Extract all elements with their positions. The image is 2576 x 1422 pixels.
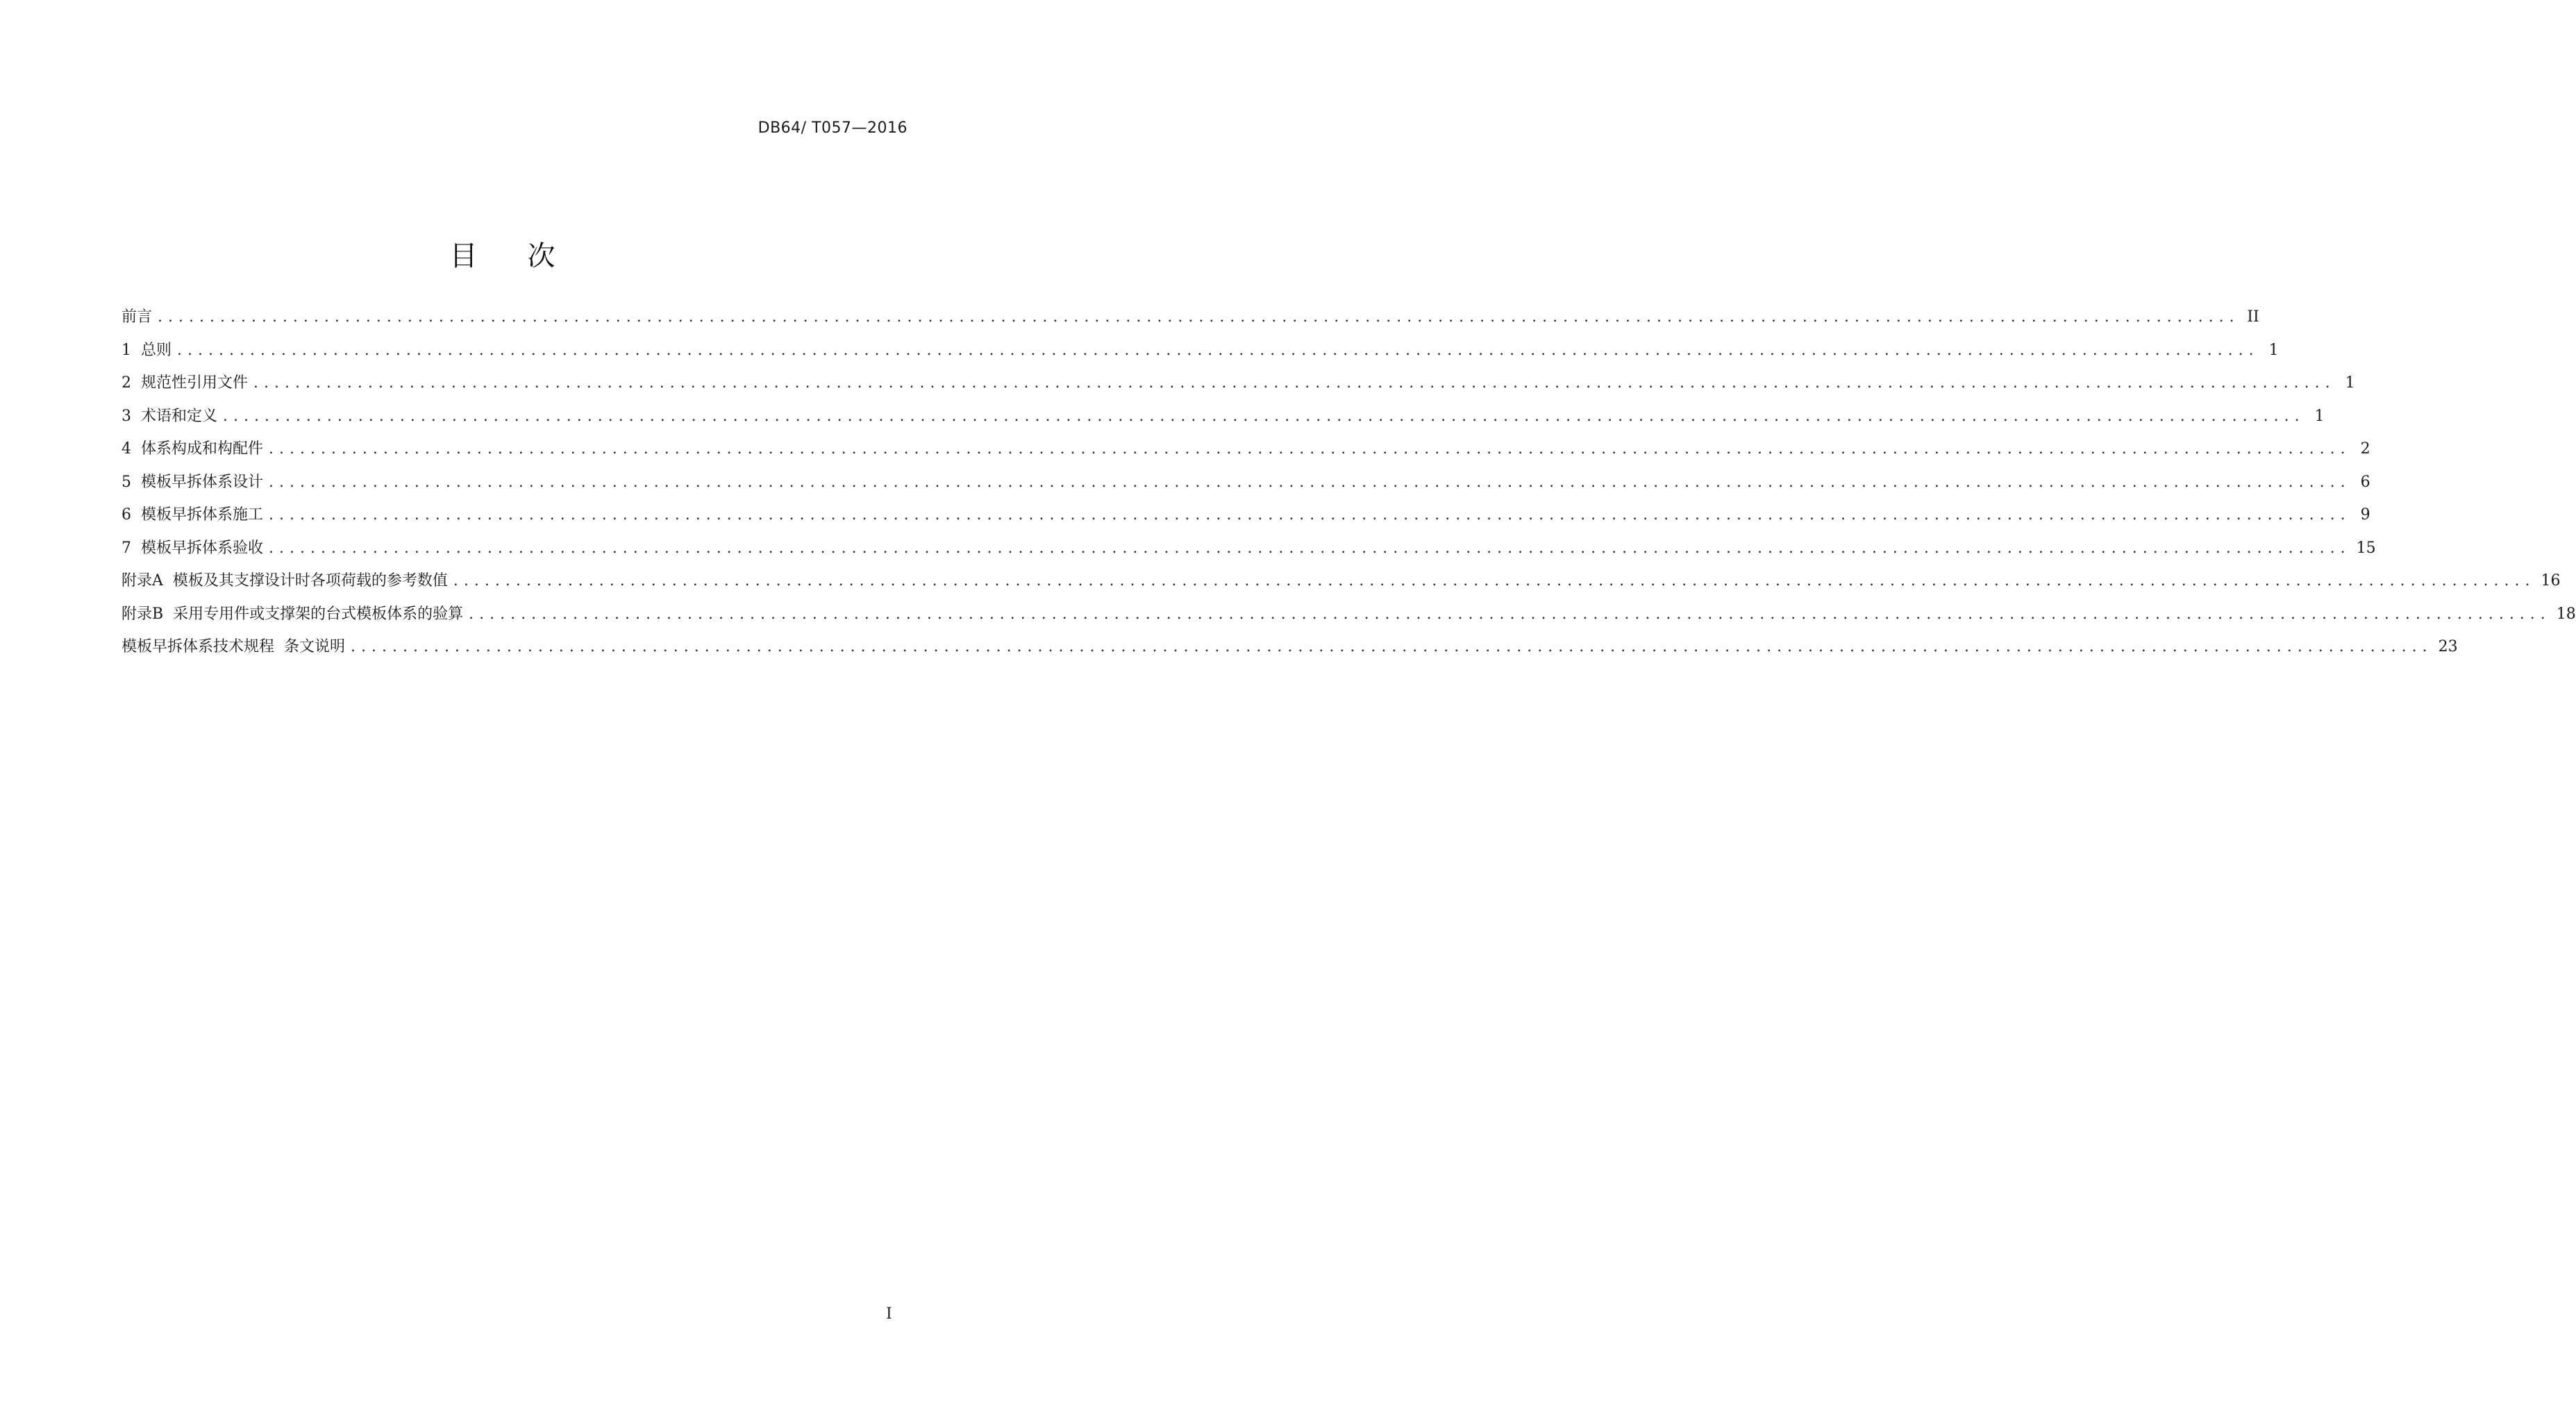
toc-entry-label: 3 术语和定义: [122, 407, 217, 425]
toc-entry-label: 附录A 模板及其支撑设计时各项荷载的参考数值: [122, 572, 448, 589]
toc-entry-terms[interactable]: [122, 400, 2325, 433]
toc-entry-system-acceptance[interactable]: [122, 532, 2376, 565]
toc-entry-label: 附录B 采用专用件或支撑架的台式模板体系的验算: [122, 605, 464, 623]
toc-entry-appendix-b[interactable]: [122, 598, 2576, 631]
toc-entry-appendix-a[interactable]: [122, 564, 2561, 598]
toc-entry-general[interactable]: [122, 334, 2279, 367]
toc-entry-page: 6: [2360, 473, 2370, 491]
toc-entry-label: 前言: [122, 308, 153, 326]
toc-entry-label: 4 体系构成和构配件: [122, 440, 263, 458]
dot-leader: ........................................................................................................................................................................................................: [268, 440, 2351, 458]
toc-entry-page: 1: [2345, 374, 2355, 392]
dot-leader: ........................................................................................................................................................................................................: [268, 506, 2351, 524]
page-title: 目次: [449, 240, 605, 272]
toc-entry-label: 5 模板早拆体系设计: [122, 473, 263, 491]
toc-entry-normative-references[interactable]: [122, 367, 2355, 400]
dot-leader: ........................................................................................................................................................................................................: [469, 605, 2551, 623]
toc-entry-page: 9: [2360, 506, 2370, 524]
toc-entry-system-composition[interactable]: [122, 433, 2370, 466]
toc-entry-page: II: [2247, 308, 2259, 326]
dot-leader: ........................................................................................................................................................................................................: [268, 473, 2351, 491]
toc-entry-page: 16: [2541, 572, 2561, 589]
dot-leader: ........................................................................................................................................................................................................: [222, 407, 2305, 425]
toc-entry-label: 2 规范性引用文件: [122, 374, 248, 392]
dot-leader: ........................................................................................................................................................................................................: [158, 308, 2240, 326]
toc-entry-system-construction[interactable]: [122, 499, 2370, 532]
document-code: DB64/ T057—2016: [758, 119, 908, 137]
toc-entry-page: 15: [2356, 539, 2376, 557]
toc-entry-label: 7 模板早拆体系验收: [122, 539, 263, 557]
toc-entry-page: 1: [2268, 341, 2279, 359]
dot-leader: ........................................................................................................................................................................................................: [253, 374, 2336, 392]
toc-entry-page: 2: [2360, 440, 2370, 458]
toc-entry-page: 23: [2438, 638, 2458, 655]
toc-entry-explanation[interactable]: [122, 630, 2458, 664]
toc-entry-foreword[interactable]: [122, 301, 2259, 334]
toc-entry-label: 1 总则: [122, 341, 172, 359]
toc-entry-page: 1: [2314, 407, 2325, 425]
toc-entry-page: 18: [2556, 605, 2576, 623]
table-of-contents: [122, 301, 2576, 664]
page-number: I: [886, 1305, 892, 1323]
dot-leader: ........................................................................................................................................................................................................: [268, 539, 2351, 557]
toc-entry-label: 模板早拆体系技术规程 条文说明: [122, 638, 345, 655]
dot-leader: ........................................................................................................................................................................................................: [453, 572, 2536, 589]
dot-leader: ........................................................................................................................................................................................................: [176, 341, 2259, 359]
dot-leader: ........................................................................................................................................................................................................: [351, 638, 2433, 655]
toc-entry-label: 6 模板早拆体系施工: [122, 506, 263, 524]
toc-entry-system-design[interactable]: [122, 466, 2370, 499]
